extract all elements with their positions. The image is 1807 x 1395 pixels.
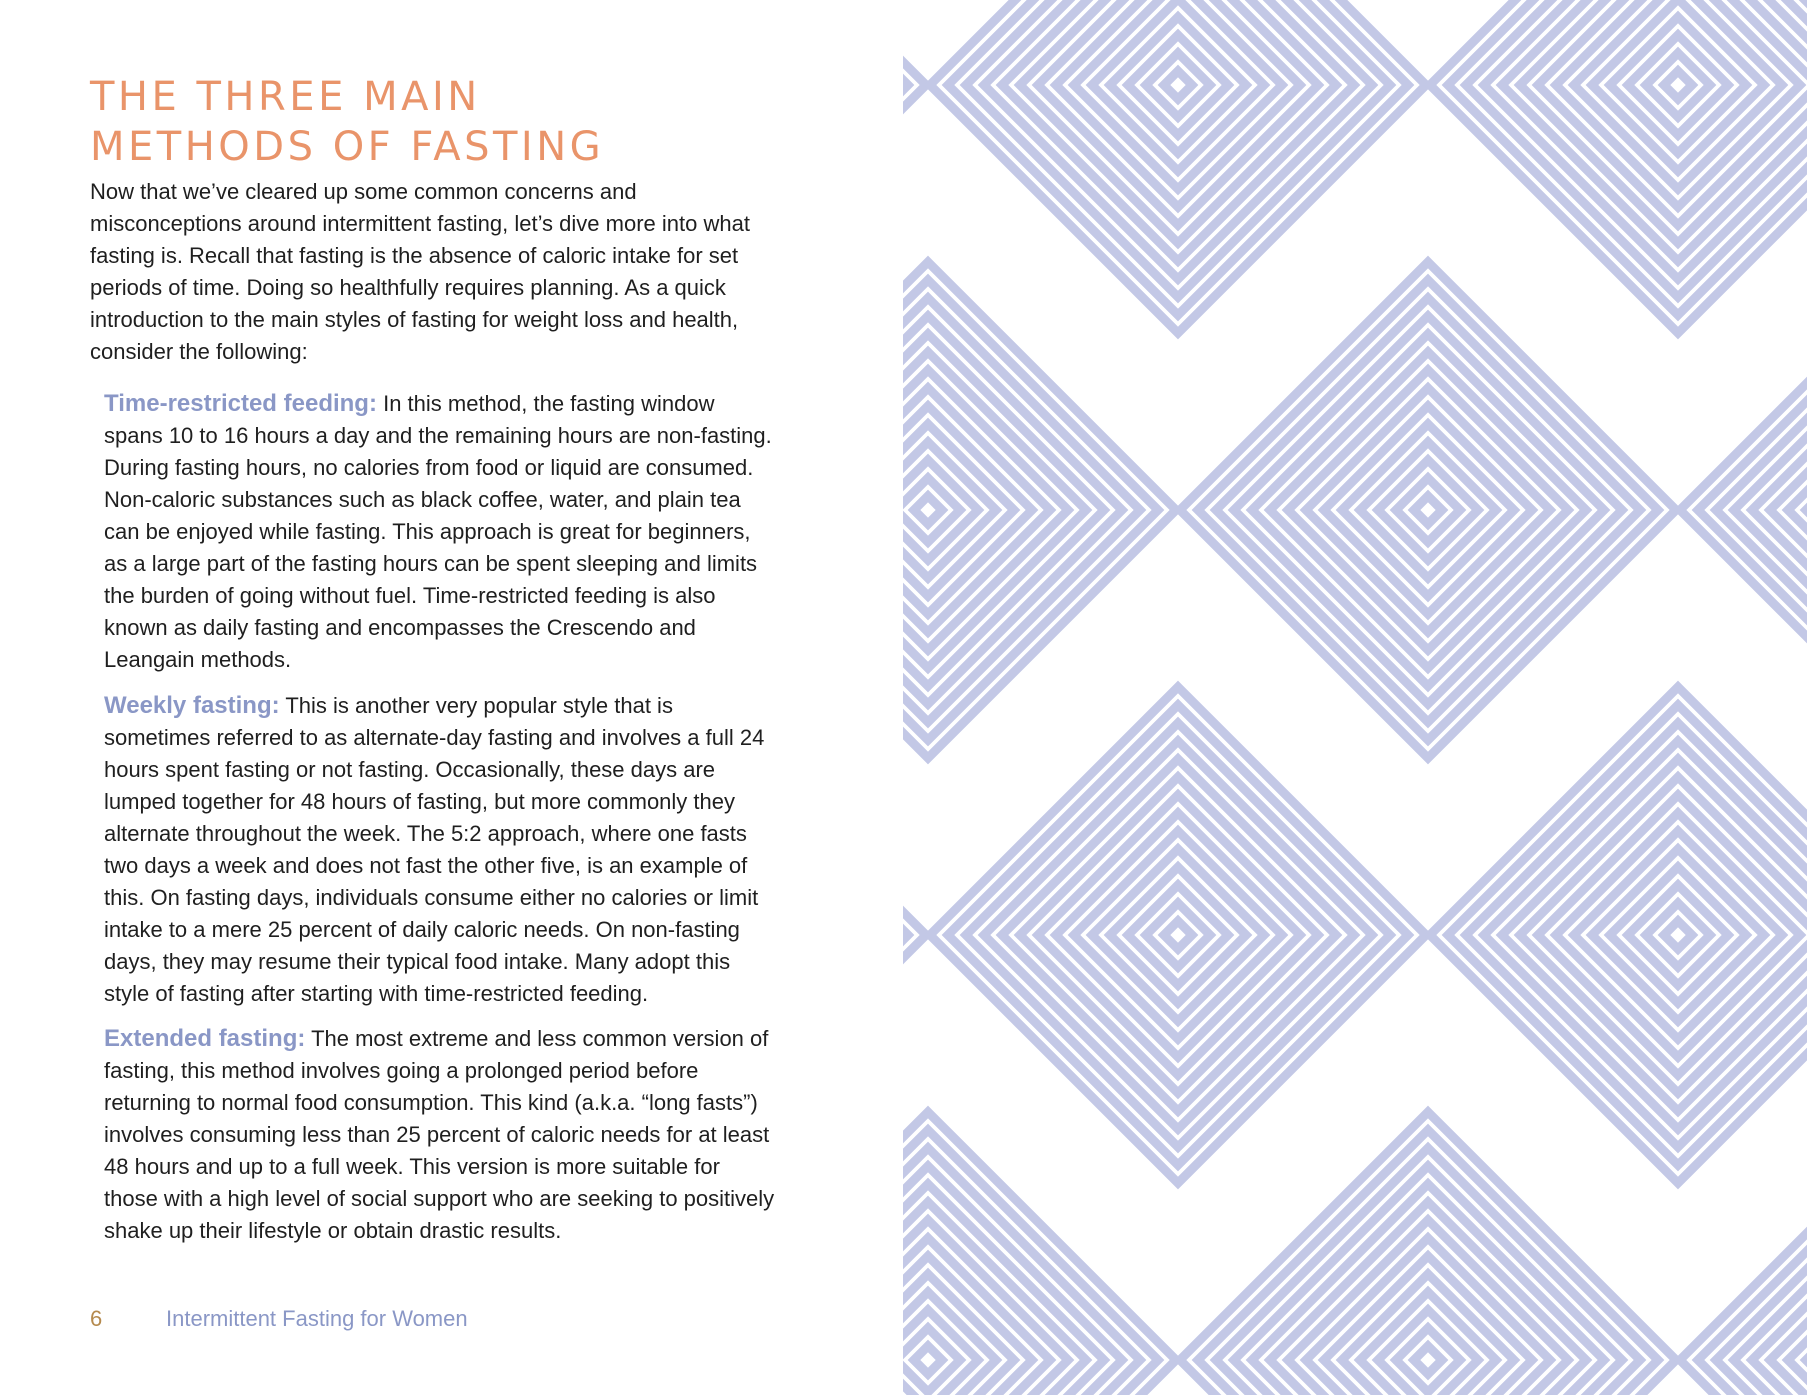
pattern-stripe — [903, 0, 908, 315]
method-term: Weekly fasting: — [104, 692, 280, 719]
pattern-diamond — [1180, 262, 1676, 758]
method-description: The most extreme and less common version of fasting, this method involves going a prolonged period before returning to normal food consumption. This kind (a.k.a. “long fasts”) involves consuming less than 25 percent of caloric needs for at least 48 hours and up to a full week. This version is more suitable for those with a high level of social support who are seeking to positively shake up their lifestyle or obtain drastic results. — [104, 1026, 775, 1243]
page-number: 6 — [90, 1306, 103, 1331]
left-page — [0, 0, 903, 1395]
pattern-stripe — [903, 705, 908, 1165]
pattern-diamond — [930, 687, 1426, 1183]
pattern-stripe — [1414, 496, 1442, 524]
method-weekly-fasting — [104, 690, 778, 1010]
method-term: Extended fasting: — [104, 1025, 306, 1052]
pattern-stripe — [1664, 71, 1692, 99]
pattern-stripe — [1164, 71, 1192, 99]
pattern-stripe — [1164, 921, 1192, 949]
pattern-stripe — [914, 1346, 942, 1374]
diamond-stripe-pattern — [903, 0, 1807, 1395]
pattern-stripe — [1664, 921, 1692, 949]
pattern-diamond — [930, 0, 1426, 333]
page-title-line-1: THE THREE MAIN — [90, 74, 481, 120]
pattern-diamond — [903, 1112, 1176, 1395]
pattern-stripe — [966, 723, 1390, 1147]
pattern-stripe — [1216, 298, 1640, 722]
decorative-pattern-page — [903, 0, 1807, 1395]
page-title — [90, 72, 790, 172]
pattern-stripe — [1414, 1346, 1442, 1374]
pattern-stripe — [914, 496, 942, 524]
pattern-stripe — [1020, 777, 1336, 1093]
pattern-diamond — [903, 262, 1176, 758]
pattern-diamond — [1680, 262, 1807, 758]
intro-paragraph: Now that we’ve cleared up some common concerns and misconceptions around intermittent fasting, let’s dive more into what fasting is. Recall that fasting is the absence of caloric intake for set periods of time. Doing so healthfully requires planning. As a quick introduction to the main styles of fasting for weight loss and health, consider the following: — [90, 179, 750, 364]
pattern-diamond — [1430, 687, 1807, 1183]
running-footer-book-title: Intermittent Fasting for Women — [166, 1306, 468, 1331]
method-time-restricted-feeding — [104, 388, 778, 676]
method-description: This is another very popular style that is sometimes referred to as alternate-day fasting and involves a full 24 hours spent fasting or not fasting. Occasionally, these days are lumped together for 48 hours of fasting, but more commonly they alternate throughout the week. The 5:2 approach, where one fasts two days a week and does not fast the other five, is an example of this. On fasting days, individuals consume either no calories or limit intake to a mere 25 percent of daily caloric needs. On non-fasting days, they may resume their typical food intake. Many adopt this style of fasting after starting with time-restricted feeding. — [104, 693, 765, 1006]
method-description: In this method, the fasting window spans 10 to 16 hours a day and the remaining hours are non-fasting. During fasting hours, no calories from food or liquid are consumed. Non-caloric substances such as black coffee, water, and plain tea can be enjoyed while fasting. This approach is great for beginners, as a large part of the fasting hours can be spent sleeping and limits the burden of going without fuel. Time-restricted feeding is also known as daily fasting and encompasses the Crescendo and Leangain methods. — [104, 391, 772, 672]
pattern-diamond — [1430, 0, 1807, 333]
pattern-diamond — [1680, 1112, 1807, 1395]
pattern-diamond — [1180, 1112, 1676, 1395]
pattern-stripe — [1270, 352, 1586, 668]
page-title-line-2: METHODS OF FASTING — [90, 124, 605, 170]
method-extended-fasting — [104, 1023, 778, 1247]
pattern-diamond — [903, 687, 926, 1183]
method-term: Time-restricted feeding: — [104, 390, 377, 417]
